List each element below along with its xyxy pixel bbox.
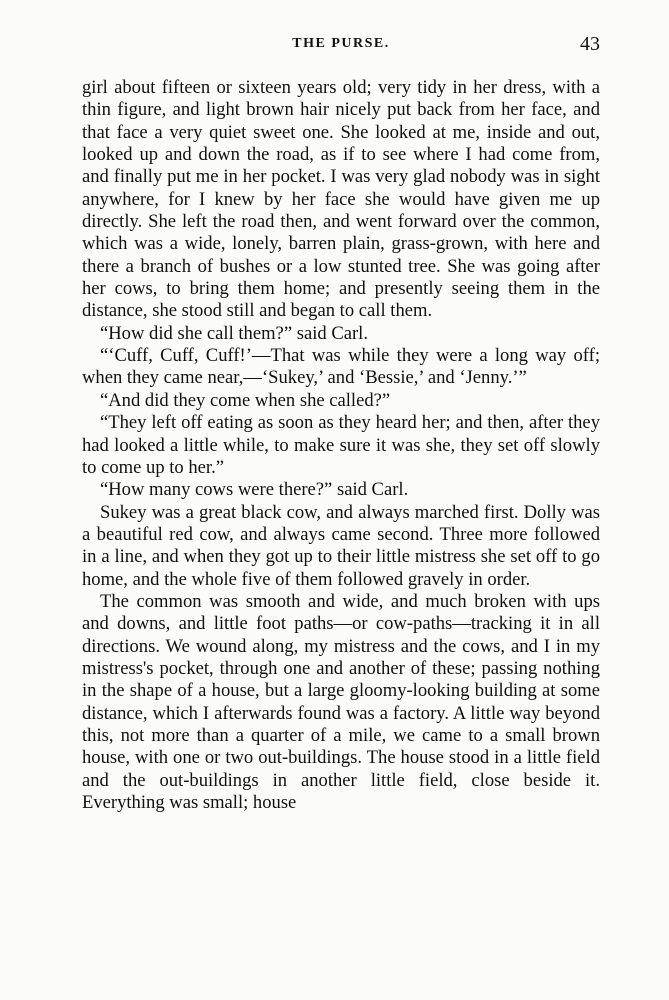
paragraph: Sukey was a great black cow, and always marched first. Dolly was a beautiful red cow, and always came second. Three more followed in a line, and when they got up to their little mistress she set off to go home, and the whole five of them followed gravely in order. [82, 501, 600, 590]
paragraph: “They left off eating as soon as they heard her; and then, after they had looked a little while, to make sure it was she, they set off slowly to come up to her.” [82, 412, 600, 478]
paragraph: “‘Cuff, Cuff, Cuff!’—That was while they were a long way off; when they came near,—‘Sukey,’ and ‘Bessie,’ and ‘Jenny.’” [82, 345, 600, 389]
page-number: 43 [580, 33, 600, 55]
running-head [82, 34, 600, 56]
body-text [82, 77, 600, 814]
paragraph: “And did they come when she called?” [100, 389, 391, 411]
paragraph: “How did she call them?” said Carl. [100, 322, 368, 344]
paragraph: “How many cows were there?” said Carl. [100, 479, 409, 501]
running-title: THE PURSE. [292, 36, 390, 51]
paragraph: The common was smooth and wide, and much broken with ups and downs, and little foot paths—or cow-paths—tracking it in all directions. We wound along, my mistress and the cows, and I in my mistress's pocket, through one and another of these; passing nothing in the shape of a house, but a large gloomy-looking building at some distance, which I afterwards found was a factory. A little way beyond this, not more than a quarter of a mile, we came to a small brown house, with one or two out-buildings. The house stood in a little field and the out-buildings in another little field, close beside it. Everything was small; house [82, 590, 600, 813]
paragraph: girl about fifteen or sixteen years old; very tidy in her dress, with a thin figure, and light brown hair nicely put back from her face, and that face a very quiet sweet one. She looked at me, inside and out, looked up and down the road, as if to see where I had come from, and finally put me in her pocket. I was very glad nobody was in sight anywhere, for I knew by her face she would have given me up directly. She left the road then, and went forward over the common, which was a wide, lonely, barren plain, grass-grown, with here and there a branch of bushes or a low stunted tree. She was going after her cows, to bring them home; and presently seeing them in the distance, she stood still and began to call them. [82, 77, 600, 322]
